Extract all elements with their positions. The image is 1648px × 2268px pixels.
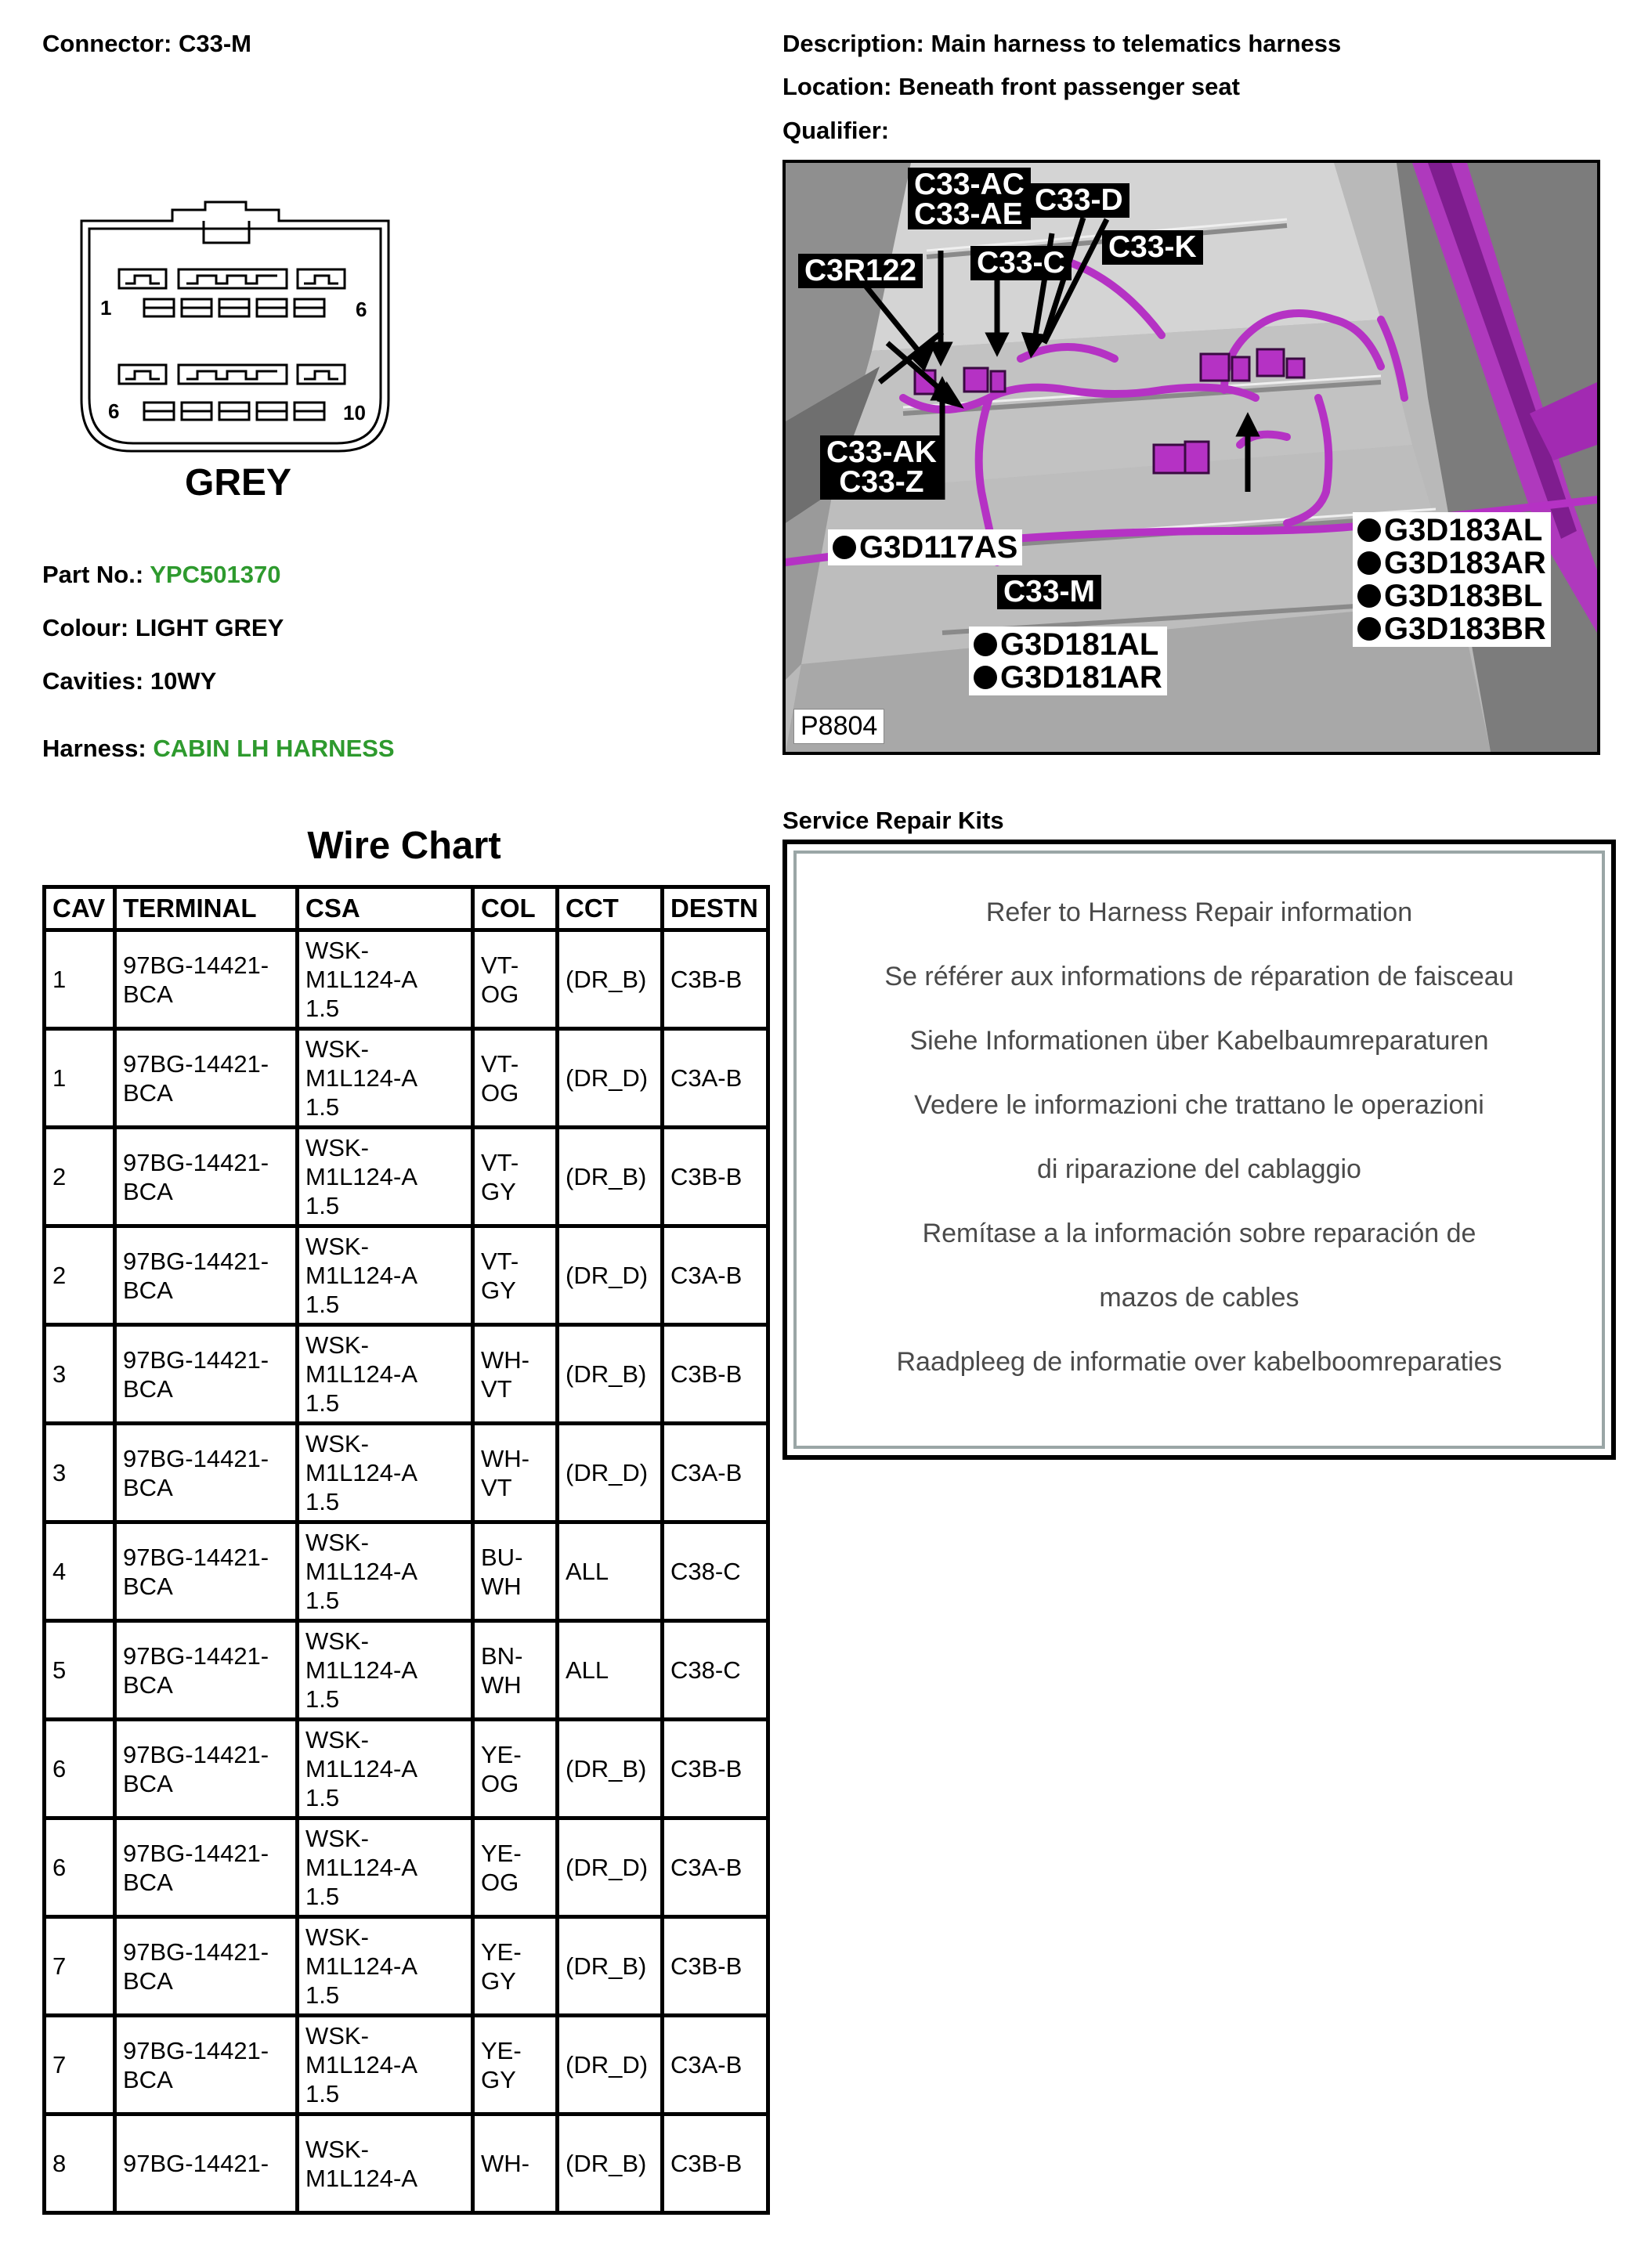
- cell-cct: (DR_B): [558, 2115, 663, 2213]
- wire-chart-body: [45, 930, 768, 2213]
- cell-cct: (DR_B): [558, 1720, 663, 1818]
- cell-terminal: 97BG-14421- BCA: [115, 1720, 298, 1818]
- cell-cav: 4: [45, 1522, 115, 1621]
- description-value: Main harness to telematics harness: [931, 30, 1342, 57]
- callout-g3d183ar-text: G3D183AR: [1384, 546, 1546, 580]
- cell-destn: C38-C: [663, 1621, 768, 1720]
- cell-col: VT- GY: [473, 1128, 558, 1226]
- callout-g3d183al-text: G3D183AL: [1384, 513, 1543, 547]
- repair-info-line-de: Siehe Informationen über Kabelbaumreparaturen: [909, 1026, 1489, 1056]
- callout-c33-ak: [820, 435, 943, 500]
- connector-face-diagram: [72, 197, 412, 520]
- callout-c33-c-text: C33-C: [977, 246, 1065, 280]
- cell-cct: (DR_D): [558, 1226, 663, 1325]
- location-value: Beneath front passenger seat: [898, 73, 1240, 100]
- cell-col: WH- VT: [473, 1325, 558, 1424]
- cell-destn: C3B-B: [663, 930, 768, 1029]
- callout-g3d181al-text: G3D181AL: [1000, 627, 1159, 662]
- cell-terminal: 97BG-14421- BCA: [115, 1424, 298, 1522]
- callout-g3d183br-text: G3D183BR: [1384, 612, 1546, 646]
- ground-dot-icon: [1357, 518, 1381, 542]
- callout-g3d183-group: [1353, 512, 1551, 647]
- cell-cct: (DR_B): [558, 1917, 663, 2016]
- ground-dot-icon: [1357, 584, 1381, 608]
- cell-cav: 6: [45, 1720, 115, 1818]
- photo-id: P8804: [793, 709, 884, 744]
- cell-terminal: 97BG-14421- BCA: [115, 1621, 298, 1720]
- ground-dot-icon: [974, 633, 997, 656]
- qualifier-label: Qualifier:: [782, 117, 890, 144]
- callout-g3d181ar-text: G3D181AR: [1000, 660, 1162, 695]
- cell-csa: WSK- M1L124-A 1.5: [298, 1720, 473, 1818]
- cell-destn: C3B-B: [663, 1720, 768, 1818]
- cell-cct: (DR_D): [558, 2016, 663, 2115]
- service-repair-kits-box: [782, 840, 1616, 1460]
- cell-terminal: 97BG-14421- BCA: [115, 1128, 298, 1226]
- column-header-terminal: TERMINAL: [115, 887, 298, 930]
- connector-field: [42, 30, 251, 58]
- wire-chart-header-row: [45, 887, 768, 930]
- connector-label: Connector:: [42, 30, 172, 57]
- cell-cav: 1: [45, 930, 115, 1029]
- description-label: Description:: [782, 30, 924, 57]
- callout-c33-ak-text: C33-AK: [826, 435, 937, 469]
- qualifier-field: [782, 117, 889, 145]
- wire-chart-title: Wire Chart: [307, 825, 501, 867]
- cell-destn: C3A-B: [663, 2016, 768, 2115]
- description-field: [782, 30, 1341, 58]
- cell-cav: 3: [45, 1325, 115, 1424]
- column-header-cav: CAV: [45, 887, 115, 930]
- callout-g3d181-group: [969, 627, 1167, 695]
- cell-cct: (DR_B): [558, 1325, 663, 1424]
- callout-g3d117as: [828, 529, 1022, 565]
- cell-col: BU- WH: [473, 1522, 558, 1621]
- cell-col: YE- GY: [473, 1917, 558, 2016]
- column-header-col: COL: [473, 887, 558, 930]
- table-row: [45, 1226, 768, 1325]
- cell-col: YE- OG: [473, 1720, 558, 1818]
- connector-colour-text: GREY: [184, 462, 292, 504]
- cell-csa: WSK- M1L124-A 1.5: [298, 1128, 473, 1226]
- cell-terminal: 97BG-14421- BCA: [115, 930, 298, 1029]
- ground-dot-icon: [1357, 551, 1381, 575]
- cell-cav: 7: [45, 2016, 115, 2115]
- cell-cct: (DR_B): [558, 930, 663, 1029]
- cell-cct: (DR_D): [558, 1818, 663, 1917]
- colour-label: Colour:: [42, 614, 129, 641]
- cell-csa: WSK- M1L124-A 1.5: [298, 1818, 473, 1917]
- callout-c33-ac: [908, 168, 1031, 229]
- table-row: [45, 930, 768, 1029]
- cell-csa: WSK- M1L124-A 1.5: [298, 1029, 473, 1128]
- cell-cav: 7: [45, 1917, 115, 2016]
- callout-c33-k: [1102, 230, 1203, 265]
- callout-c33-m-text: C33-M: [1003, 575, 1096, 609]
- cell-cct: (DR_B): [558, 1128, 663, 1226]
- repair-info-line-fr: Se référer aux informations de réparation de faisceau: [884, 962, 1514, 991]
- cell-cav: 2: [45, 1128, 115, 1226]
- table-row: [45, 2016, 768, 2115]
- table-row: [45, 1522, 768, 1621]
- pin-label-10: 10: [343, 401, 366, 424]
- cell-terminal: 97BG-14421- BCA: [115, 1818, 298, 1917]
- cell-cav: 3: [45, 1424, 115, 1522]
- location-photo: [782, 160, 1600, 755]
- cell-cct: (DR_D): [558, 1424, 663, 1522]
- cell-csa: WSK- M1L124-A: [298, 2115, 473, 2213]
- cell-col: BN- WH: [473, 1621, 558, 1720]
- callout-c33-c: [970, 246, 1072, 280]
- callout-c33-d: [1028, 183, 1129, 218]
- cell-col: YE- OG: [473, 1818, 558, 1917]
- cell-cct: (DR_D): [558, 1029, 663, 1128]
- cell-col: VT- OG: [473, 1029, 558, 1128]
- column-header-destn: DESTN: [663, 887, 768, 930]
- cell-col: WH-: [473, 2115, 558, 2213]
- cell-terminal: 97BG-14421- BCA: [115, 1226, 298, 1325]
- callout-c33-k-text: C33-K: [1108, 230, 1197, 264]
- cell-terminal: 97BG-14421-: [115, 2115, 298, 2213]
- colour-field: [42, 614, 284, 642]
- service-repair-kits-title: Service Repair Kits: [782, 807, 1004, 834]
- cavities-label: Cavities:: [42, 667, 144, 695]
- repair-info-line-en: Refer to Harness Repair information: [985, 897, 1413, 927]
- cell-terminal: 97BG-14421- BCA: [115, 2016, 298, 2115]
- cell-cav: 1: [45, 1029, 115, 1128]
- cell-cav: 2: [45, 1226, 115, 1325]
- cell-csa: WSK- M1L124-A 1.5: [298, 1917, 473, 2016]
- callout-g3d117as-text: G3D117AS: [859, 530, 1018, 565]
- cell-terminal: 97BG-14421- BCA: [115, 1917, 298, 2016]
- table-row: [45, 1720, 768, 1818]
- service-repair-kits-inner: [793, 850, 1605, 1449]
- callout-c33-m: [997, 575, 1101, 609]
- cell-col: YE- GY: [473, 2016, 558, 2115]
- pin-label-6-bottom: 6: [108, 399, 120, 423]
- ground-dot-icon: [833, 536, 856, 559]
- table-row: [45, 1424, 768, 1522]
- table-row: [45, 1128, 768, 1226]
- location-label: Location:: [782, 73, 892, 100]
- callout-c33-ac-text: C33-AC: [914, 168, 1025, 201]
- cell-destn: C38-C: [663, 1522, 768, 1621]
- table-row: [45, 1325, 768, 1424]
- repair-info-line-it-1: Vedere le informazioni che trattano le operazioni: [914, 1090, 1484, 1120]
- cell-terminal: 97BG-14421- BCA: [115, 1522, 298, 1621]
- cell-col: VT- GY: [473, 1226, 558, 1325]
- table-row: [45, 1621, 768, 1720]
- cell-csa: WSK- M1L124-A 1.5: [298, 1226, 473, 1325]
- cell-col: WH- VT: [473, 1424, 558, 1522]
- harness-label: Harness:: [42, 735, 146, 762]
- harness-link[interactable]: CABIN LH HARNESS: [153, 735, 395, 762]
- cell-csa: WSK- M1L124-A 1.5: [298, 1621, 473, 1720]
- cell-cct: ALL: [558, 1621, 663, 1720]
- repair-info-line-nl: Raadpleeg de informatie over kabelboomreparaties: [896, 1347, 1502, 1377]
- cell-destn: C3A-B: [663, 1029, 768, 1128]
- pin-label-1: 1: [100, 296, 112, 320]
- callout-c33-z-text: C33-Z: [839, 465, 924, 499]
- repair-info-line-it-2: di riparazione del cablaggio: [1037, 1154, 1361, 1184]
- cell-col: VT- OG: [473, 930, 558, 1029]
- ground-dot-icon: [1357, 617, 1381, 641]
- callout-c3r122-text: C3R122: [804, 254, 917, 287]
- cell-destn: C3B-B: [663, 1917, 768, 2016]
- table-row: [45, 1917, 768, 2016]
- table-row: [45, 2115, 768, 2213]
- part-no-link[interactable]: YPC501370: [150, 561, 281, 588]
- cell-csa: WSK- M1L124-A 1.5: [298, 2016, 473, 2115]
- cell-csa: WSK- M1L124-A 1.5: [298, 1522, 473, 1621]
- cavities-field: [42, 667, 216, 695]
- cell-terminal: 97BG-14421- BCA: [115, 1325, 298, 1424]
- table-row: [45, 1029, 768, 1128]
- harness-field: [42, 735, 395, 763]
- repair-info-line-es-2: mazos de cables: [1099, 1283, 1299, 1313]
- cell-destn: C3B-B: [663, 1128, 768, 1226]
- cell-csa: WSK- M1L124-A 1.5: [298, 1424, 473, 1522]
- cavities-value: 10WY: [150, 667, 217, 695]
- connector-value: C33-M: [178, 30, 251, 57]
- callout-g3d183bl-text: G3D183BL: [1384, 579, 1543, 613]
- column-header-csa: CSA: [298, 887, 473, 930]
- colour-value: LIGHT GREY: [135, 614, 284, 641]
- cell-destn: C3A-B: [663, 1818, 768, 1917]
- table-row: [45, 1818, 768, 1917]
- column-header-cct: CCT: [558, 887, 663, 930]
- pin-label-6-top: 6: [356, 298, 367, 321]
- cell-terminal: 97BG-14421- BCA: [115, 1029, 298, 1128]
- cell-cav: 5: [45, 1621, 115, 1720]
- cell-destn: C3A-B: [663, 1424, 768, 1522]
- location-field: [782, 73, 1240, 101]
- part-no-label: Part No.:: [42, 561, 144, 588]
- callout-c33-ae-text: C33-AE: [914, 197, 1023, 231]
- cell-csa: WSK- M1L124-A 1.5: [298, 1325, 473, 1424]
- callout-c3r122: [798, 254, 923, 288]
- cell-destn: C3A-B: [663, 1226, 768, 1325]
- cell-destn: C3B-B: [663, 2115, 768, 2213]
- cell-cav: 8: [45, 2115, 115, 2213]
- callout-c33-d-text: C33-D: [1035, 183, 1123, 217]
- repair-info-line-es-1: Remítase a la información sobre reparación de: [922, 1219, 1476, 1248]
- wire-chart-table: [42, 885, 770, 2215]
- ground-dot-icon: [974, 666, 997, 689]
- part-no-field: [42, 561, 280, 589]
- cell-destn: C3B-B: [663, 1325, 768, 1424]
- cell-cct: ALL: [558, 1522, 663, 1621]
- cell-csa: WSK- M1L124-A 1.5: [298, 930, 473, 1029]
- cell-cav: 6: [45, 1818, 115, 1917]
